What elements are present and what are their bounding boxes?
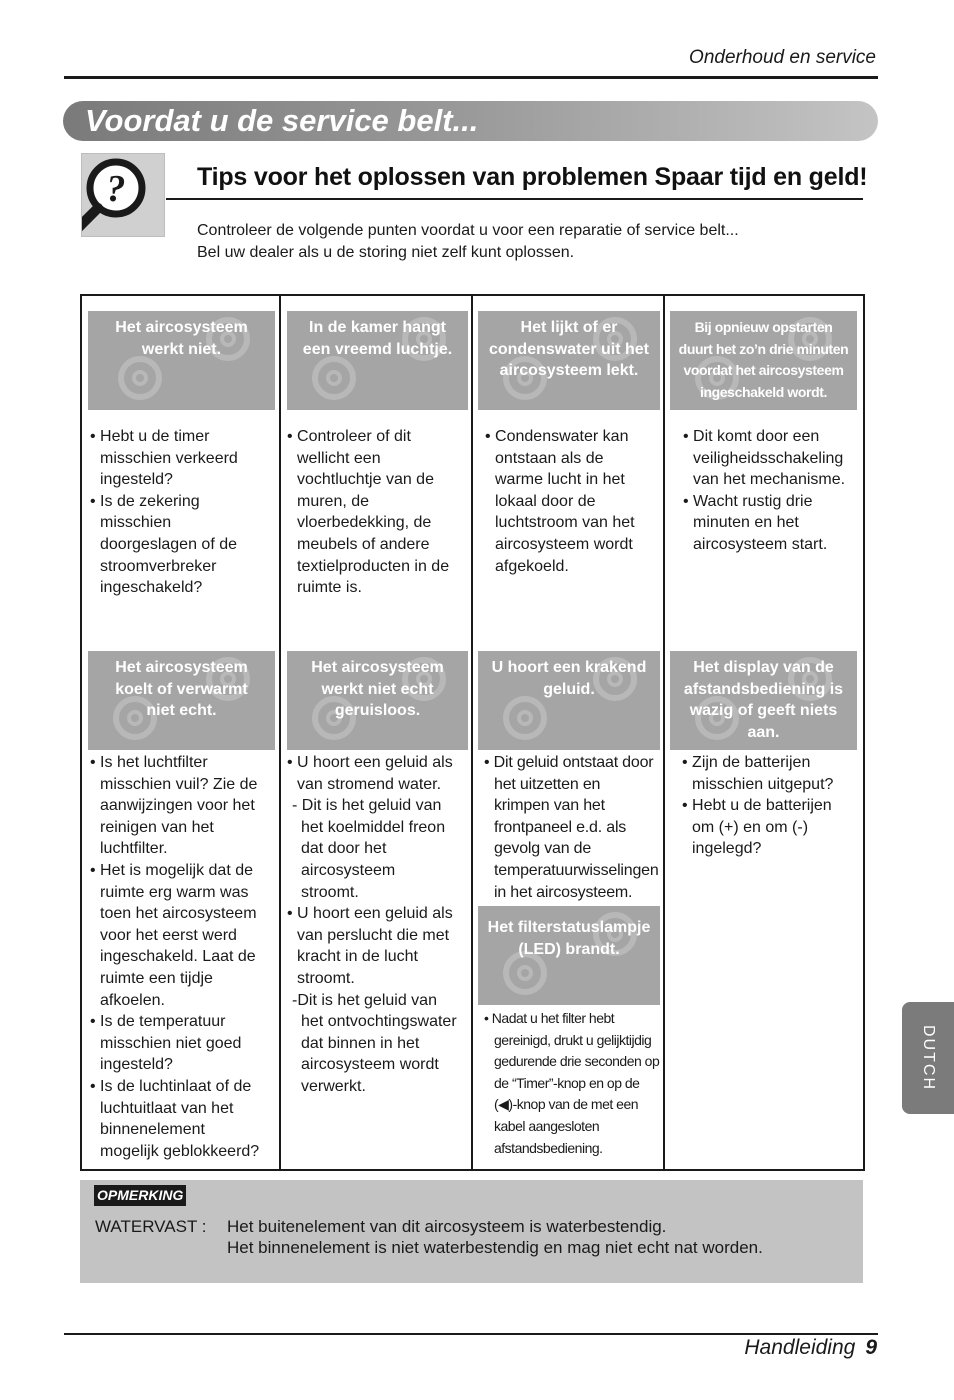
note-text: [227, 1216, 763, 1258]
footer-label: Handleiding: [744, 1336, 856, 1359]
solution-item: • Hebt u de batterijen om (+) en om (-) ingelegd?: [682, 795, 858, 860]
solution-item: • Nadat u het filter hebt gereinigd, drukt u gelijktijdig gedurende drie seconden op de “Timer”-knop en op de (◀)-knop van de met een kabel aangesloten afstandsbediening.: [484, 1008, 662, 1159]
footer: [744, 1336, 877, 1360]
subtitle-divider: [166, 198, 863, 200]
solution-subitem: - Dit is het geluid van het koelmiddel freon dat door het aircosysteem stroomt.: [292, 797, 446, 901]
solution-item: • Zijn de batterijen misschien uitgeput?: [682, 752, 858, 795]
solution-item: • Wacht rustig drie minuten en het aircosysteem start.: [683, 491, 857, 556]
solution-item: • U hoort een geluid als van stromend water.: [287, 752, 469, 795]
solution-cell: [485, 426, 661, 577]
note-line: Het binnenelement is niet waterbestendig en mag niet echt nat worden.: [227, 1238, 763, 1257]
solution-item: • Dit geluid ontstaat door het uitzetten en krimpen van het frontpaneel e.d. als gevolg van de temperatuurwisselingen in het aircosysteem.: [484, 752, 662, 903]
solution-cell: [287, 752, 469, 1098]
problem-heading-led: Het filterstatuslampje (LED) brandt.: [478, 906, 660, 1005]
section-subtitle: Tips voor het oplossen van problemen Spaar tijd en geld!: [197, 163, 868, 191]
question-magnifier-icon: [81, 153, 165, 237]
solution-item: • Condenswater kan ontstaan als de warme lucht in het lokaal door de luchtstroom van het aircosysteem wordt afgekoeld.: [485, 426, 661, 577]
solution-item: • Is het luchtfilter misschien vuil? Zie de aanwijzingen voor het reinigen van het luchtfilter.: [90, 752, 276, 860]
solution-cell: [287, 426, 469, 599]
solution-item: • Is de luchtinlaat of de luchtuitlaat van het binnenelement mogelijk geblokkeerd?: [90, 1076, 276, 1162]
swirl-icon: [118, 356, 162, 400]
intro-line: Bel uw dealer als u de storing niet zelf kunt oplossen.: [197, 244, 575, 261]
svg-text:?: ?: [106, 168, 126, 210]
solution-cell: [90, 752, 276, 1162]
note-line: Het buitenelement van dit aircosysteem is waterbestendig.: [227, 1217, 667, 1236]
language-tab-label: DUTCH: [920, 1025, 937, 1091]
solution-item: • Hebt u de timer misschien verkeerd ingesteld?: [90, 426, 275, 491]
solution-subitem: -Dit is het geluid van het ontvochtingswater dat binnen in het aircosysteem wordt verwerkt.: [292, 991, 457, 1095]
solution-item: • Het is mogelijk dat de ruimte erg warm was toen het aircosysteem voor het eerst werd ingeschakeld. Laat de ruimte een tijdje afkoelen.: [90, 860, 276, 1011]
solution-item: • Controleer of dit wellicht een vochtluchtje van de muren, de vloerbedekking, de meubels of andere textielproducten in de ruimte is.: [287, 426, 469, 599]
page-number: 9: [865, 1336, 877, 1359]
solution-cell: [90, 426, 275, 599]
solution-item: • Dit komt door een veiligheidsschakeling van het mechanisme.: [683, 426, 857, 491]
column-divider: [471, 296, 473, 1169]
problem-heading: Het aircosysteem werkt niet.: [88, 311, 275, 410]
footer-divider: [64, 1333, 878, 1335]
swirl-icon: [503, 696, 547, 740]
problem-heading: Het display van de afstandsbediening is wazig of geeft niets aan.: [670, 651, 857, 750]
note-label: WATERVAST :: [95, 1217, 207, 1236]
problem-heading: Het aircosysteem koelt of verwarmt niet echt.: [88, 651, 275, 750]
intro-text: [197, 220, 739, 264]
swirl-icon: [312, 356, 356, 400]
column-divider: [279, 296, 281, 1169]
header-divider: [64, 76, 878, 79]
title-banner: [63, 101, 878, 141]
column-divider: [663, 296, 665, 1169]
solution-cell: [682, 752, 858, 860]
solution-cell: [683, 426, 857, 556]
section-label: Onderhoud en service: [689, 47, 876, 68]
language-tab: [902, 1002, 954, 1114]
solution-cell: [484, 752, 662, 903]
intro-line: Controleer de volgende punten voordat u voor een reparatie of service belt...: [197, 222, 739, 239]
solution-item: • Is de temperatuur misschien niet goed ingesteld?: [90, 1011, 276, 1076]
solution-cell-led: [484, 1008, 662, 1159]
note-badge: OPMERKING: [94, 1185, 186, 1206]
problem-heading: U hoort een krakend geluid.: [478, 651, 660, 750]
solution-item: • U hoort een geluid als van perslucht die met kracht in de lucht stroomt.: [287, 903, 469, 989]
page-title: Voordat u de service belt...: [85, 103, 479, 138]
problem-heading: Bij opnieuw opstarten duurt het zo’n drie minuten voordat het aircosysteem ingeschakeld wordt.: [670, 311, 857, 410]
problem-heading: In de kamer hangt een vreemd luchtje.: [287, 311, 468, 410]
problem-heading: Het aircosysteem werkt niet echt geruisloos.: [287, 651, 468, 750]
solution-item: • Is de zekering misschien doorgeslagen of de stroomverbreker ingeschakeld?: [90, 491, 275, 599]
problem-heading: Het lijkt of er condenswater uit het aircosysteem lekt.: [478, 311, 660, 410]
